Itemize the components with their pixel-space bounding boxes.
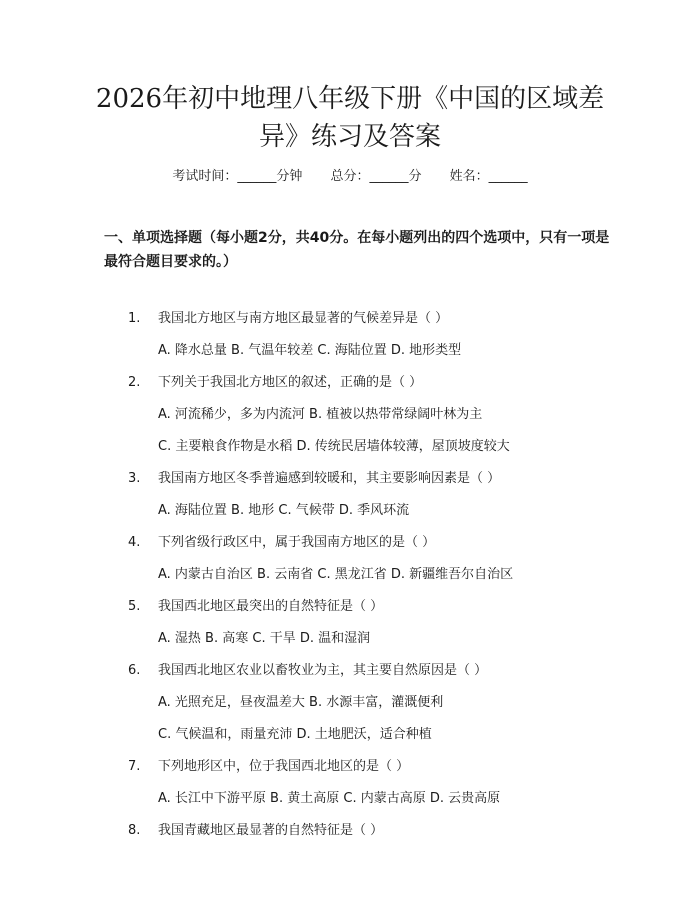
question-6-options-line-2: C. 气候温和，雨量充沛 D. 土地肥沃，适合种植 <box>158 727 432 742</box>
question-number: 3. <box>128 471 141 486</box>
question-6-options-line-1: A. 光照充足，昼夜温差大 B. 水源丰富，灌溉便利 <box>158 695 444 710</box>
question-3 <box>128 469 608 489</box>
question-text: 下列地形区中，位于我国西北地区的是（ ） <box>158 759 410 774</box>
exam-time: 考试时间：______分钟 <box>172 169 303 184</box>
question-text: 我国青藏地区最显著的自然特征是（ ） <box>158 823 384 838</box>
question-2-options-line-2: C. 主要粮食作物是水稻 D. 传统民居墙体较薄，屋顶坡度较大 <box>158 439 510 454</box>
question-number: 6. <box>128 663 141 678</box>
question-text: 下列省级行政区中，属于我国南方地区的是（ ） <box>158 535 436 550</box>
exam-info <box>0 167 700 187</box>
title-line-2: 异》练习及答案 <box>258 122 441 152</box>
question-2-options-line-1: A. 河流稀少，多为内流河 B. 植被以热带常绿阔叶林为主 <box>158 407 483 422</box>
document-title <box>60 80 640 156</box>
question-text: 我国西北地区农业以畜牧业为主，其主要自然原因是（ ） <box>158 663 488 678</box>
question-6 <box>128 661 608 681</box>
question-number: 7. <box>128 759 141 774</box>
question-8 <box>128 821 608 841</box>
question-number: 5. <box>128 599 141 614</box>
question-number: 2. <box>128 375 141 390</box>
title-line-1: 2026年初中地理八年级下册《中国的区域差 <box>95 84 605 114</box>
question-number: 1. <box>128 311 141 326</box>
question-1 <box>128 309 608 329</box>
question-7-options: A. 长江中下游平原 B. 黄土高原 C. 内蒙古高原 D. 云贵高原 <box>158 791 501 806</box>
question-5 <box>128 597 608 617</box>
question-text: 我国北方地区与南方地区最显著的气候差异是（ ） <box>158 311 449 326</box>
question-4-options: A. 内蒙古自治区 B. 云南省 C. 黑龙江省 D. 新疆维吾尔自治区 <box>158 567 514 582</box>
question-number: 4. <box>128 535 141 550</box>
question-1-options: A. 降水总量 B. 气温年较差 C. 海陆位置 D. 地形类型 <box>158 343 462 358</box>
question-4 <box>128 533 608 553</box>
question-5-options: A. 湿热 B. 高寒 C. 干旱 D. 温和湿润 <box>158 631 371 646</box>
question-7 <box>128 757 608 777</box>
question-text: 我国南方地区冬季普遍感到较暖和，其主要影响因素是（ ） <box>158 471 501 486</box>
exam-score: 总分：______分 <box>330 169 422 184</box>
question-number: 8. <box>128 823 141 838</box>
question-3-options: A. 海陆位置 B. 地形 C. 气候带 D. 季风环流 <box>158 503 410 518</box>
exam-name: 姓名：______ <box>449 169 528 184</box>
question-2 <box>128 373 608 393</box>
section-heading: 一、单项选择题（每小题2分，共40分。在每小题列出的四个选项中，只有一项是最符合题目要求的。） <box>104 230 610 270</box>
question-text: 我国西北地区最突出的自然特征是（ ） <box>158 599 384 614</box>
question-text: 下列关于我国北方地区的叙述，正确的是（ ） <box>158 375 423 390</box>
